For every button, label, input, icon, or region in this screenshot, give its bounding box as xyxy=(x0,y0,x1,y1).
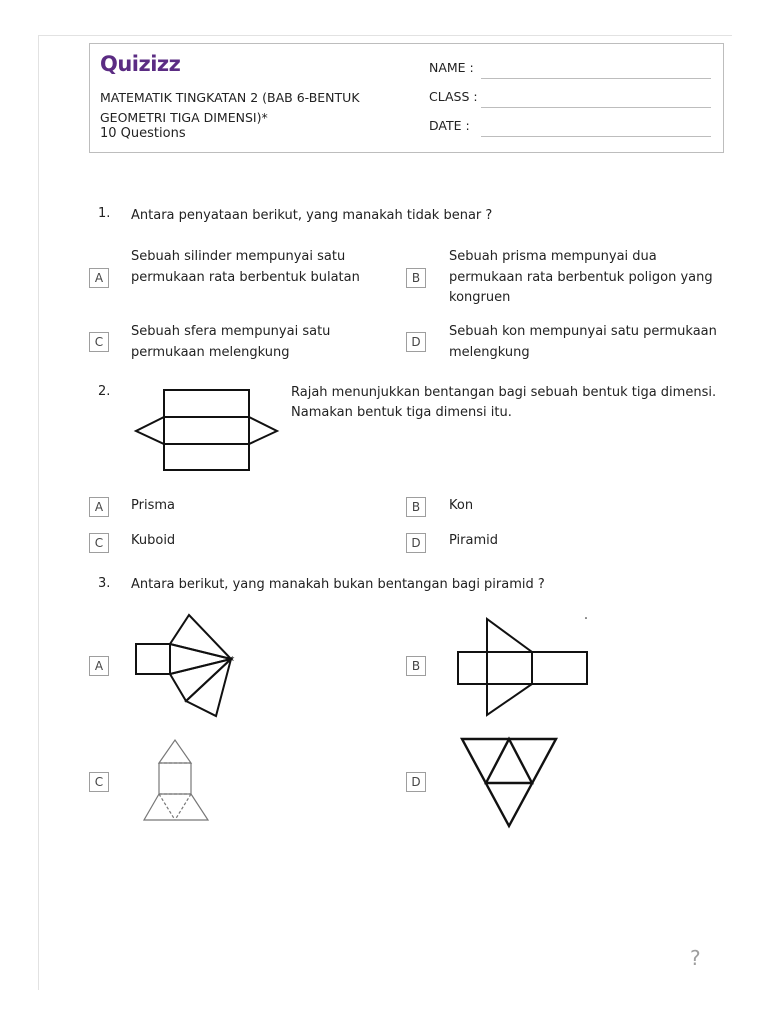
option-2a-box[interactable]: A xyxy=(89,497,109,517)
option-2c-box[interactable]: C xyxy=(89,533,109,553)
date-label: DATE : xyxy=(429,118,470,133)
option-1a-box[interactable]: A xyxy=(89,268,109,288)
option-3d-box[interactable]: D xyxy=(406,772,426,792)
option-1b-text: Sebuah prisma mempunyai dua permukaan rata berbentuk poligon yang kongruen xyxy=(449,249,713,305)
option-1c-box[interactable]: C xyxy=(89,332,109,352)
option-1c-text: Sebuah sfera mempunyai satu permukaan melengkung xyxy=(131,324,331,360)
option-2d-text: Piramid xyxy=(449,533,499,548)
option-3c-net-figure xyxy=(141,736,211,824)
option-2a-text: Prisma xyxy=(131,498,175,513)
question-3-number: 3. xyxy=(98,576,111,591)
option-1d-text: Sebuah kon mempunyai satu permukaan melengkung xyxy=(449,324,717,360)
option-3a-net-figure xyxy=(133,612,233,718)
class-line xyxy=(481,107,711,108)
option-1b-box[interactable]: B xyxy=(406,268,426,288)
option-2d-box[interactable]: D xyxy=(406,533,426,553)
worksheet-title: MATEMATIK TINGKATAN 2 (BAB 6-BENTUK GEOMETRI TIGA DIMENSI)* xyxy=(100,90,360,125)
quizizz-logo: Quizizz xyxy=(100,52,181,76)
option-2b-text: Kon xyxy=(449,498,474,513)
question-1-number: 1. xyxy=(98,206,111,221)
option-2b-box[interactable]: B xyxy=(406,497,426,517)
class-label: CLASS : xyxy=(429,89,478,104)
name-line xyxy=(481,78,711,79)
option-3a-box[interactable]: A xyxy=(89,656,109,676)
help-icon[interactable]: ? xyxy=(690,946,701,970)
question-1-text: Antara penyataan berikut, yang manakah tidak benar ? xyxy=(131,208,493,223)
question-2-number: 2. xyxy=(98,384,111,399)
option-3d-net-figure xyxy=(459,736,559,830)
question-3-text: Antara berikut, yang manakah bukan bentangan bagi piramid ? xyxy=(131,577,545,592)
question-count: 10 Questions xyxy=(100,126,186,141)
prism-net-figure xyxy=(133,388,283,474)
option-2c-text: Kuboid xyxy=(131,533,176,548)
question-2-text: Rajah menunjukkan bentangan bagi sebuah bentuk tiga dimensi. Namakan bentuk tiga dimensi itu. xyxy=(291,385,717,420)
option-3b-box[interactable]: B xyxy=(406,656,426,676)
option-1a-text: Sebuah silinder mempunyai satu permukaan rata berbentuk bulatan xyxy=(131,249,360,285)
name-label: NAME : xyxy=(429,60,474,75)
option-1d-box[interactable]: D xyxy=(406,332,426,352)
option-3b-net-figure xyxy=(455,614,590,718)
option-3c-box[interactable]: C xyxy=(89,772,109,792)
date-line xyxy=(481,136,711,137)
